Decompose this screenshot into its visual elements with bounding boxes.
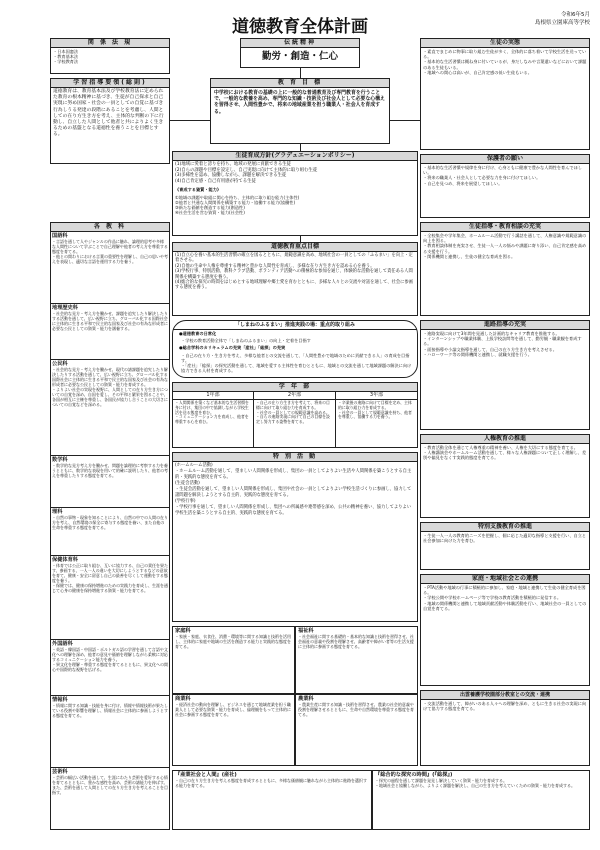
community-label: 家庭・地域社会との連携 — [421, 575, 589, 584]
connector-line — [300, 144, 301, 151]
grade1-header: 1年部 — [172, 391, 254, 400]
community-text: ・PTA活動や地域の行事に積極的に参加し、家庭・地域と連携して生徒の健全育成を図る。 ・学校公開や学校ホームページ等で学校の教育活動を積極的に発信する。 ・地域の関係機関と連携して地域貢献活動や体験活動を行い、地域社会の一員としての自覚を育てる。 — [423, 585, 587, 611]
career-guidance-box — [420, 320, 590, 430]
subject-name: 理科 — [52, 509, 63, 515]
sangyo-box — [172, 770, 372, 830]
exchange-text: ・交流活動を通して、障がいのある人々への理解を深め、ともに生きる社会の実現に向けて協力する態度を育てる。 — [423, 701, 587, 712]
connector-line — [300, 68, 301, 78]
specialty-text: ・社会福祉に関する基礎的・基本的な知識と技術を習得させ、社会福祉の意義や役割を理解させ、高齢者や障がい者等の生活支援に主体的に参画する態度を育てる。 — [298, 634, 414, 649]
graduation-policy-label: 生徒育成方針(グラデュエーションポリシー) — [173, 152, 417, 161]
subject-name: 公民科 — [52, 361, 68, 367]
subject-text: ・言語を通して人やジャンルの作品に触れ、論理的思考や多様な人間性について学ぶことで自己理解や他者の考え方を尊重する態度を育てる。 ・他との関わりにおける言葉の重要性を理解し、自己の思いや考えを表現し、適切な言語を運用する力を養う。 — [52, 239, 168, 264]
capabilities-items: ①地域の課題や取組に関心を持ち、主体的に取り組む能力(主体性) ②他者と共通な人間関係を構築する能力・協働する能力(協働性) ③新たな価値を創造する能力(創造性) ④社会生活を営む資質・能力(社会性) — [175, 194, 300, 216]
specialty-name: 商業科 — [175, 696, 191, 702]
subject-text: ・芸術の幅広い活動を通して、生涯にわたり芸術を愛好する心情を育てるとともに、豊かな感性を高め、芸術の諸能力を伸ばす。また、芸術を通して人間としての在り方生き方を考えることを目指す。 — [52, 775, 168, 795]
school-name: 島根県立園庫高等学校 — [534, 20, 590, 26]
connector-line — [170, 120, 210, 121]
graduation-policy-items: (1)地域に愛着と誇りを持ち、地域の発展に貢献できる生徒 (2)自らの課題や目標を設定し、自己実現に向けて主体的に取り組む生徒 (3)多様性を認め、協働しながら、課題を解決できる生徒 (4)自己肯定感・自己有用感が持てる生徒 — [175, 162, 318, 184]
page-title: 道徳教育全体計画 — [232, 17, 368, 37]
subject-item — [50, 696, 170, 768]
plan-date: 令和6年5月 — [561, 12, 590, 18]
guidance-counsel-text: ・全校集会や学年集会、ホームルーム活動で行う講話を通して、人権意識や規範意識の向上を図る。 ・教育相談体制を充実させ、生徒一人一人の悩みや課題に寄り添い、自己肯定感を高める支援を行う。 ・関係機関と連携し、生徒の健全な育成を図る。 — [423, 233, 587, 259]
fureai-label: 「しまねのふるまい」推進実践の場：重点的取り組み — [173, 321, 417, 330]
guidance-label: 学習指導要領(総則) — [51, 79, 169, 88]
parents-wishes-label: 保護者の願い — [421, 155, 589, 164]
fureai-box — [172, 320, 418, 378]
specialty-subject — [295, 626, 418, 694]
guidance-counsel-box — [420, 222, 590, 316]
moral-goal-label: 道徳教育重点目標 — [173, 243, 417, 252]
motto-text: 勤労・創造・仁心 — [261, 51, 338, 62]
specialty-name: 家庭科 — [175, 628, 191, 634]
career-guidance-label: 進路指導の充実 — [421, 321, 589, 330]
related-laws-items: ・日本国憲法 ・教育基本法 ・学校教育法 — [53, 49, 79, 65]
special-activities-text: (ホームルーム活動) ・ホームルーム活動を通して、望ましい人間関係を形成し、集団の一員としてよりよい生活や人間関係を築こうとする自主的・実践的な態度を育てる。 (生徒会活動) ・生徒会活動を通して、望ましい人間関係を形成し、集団や社会の一員としてよりよい学校生活づくりに参画し、協力して諸問題を解決しようとする自主的、実践的な態度を育てる。 (学校行事) ・学校行事を通して、望ましい人間関係を形成し、集団への所属感や連帯感を深め、公共の精神を養い、協力してよりよい学校生活を築こうとする自主的、実践的な態度を育てる。 — [175, 463, 412, 516]
specialty-text: ・家族・家庭、衣食住、消費・環境等に関する知識と技術を活用し、主体的に家庭や地域の生活を創造する能力と実践的な態度を育てる。 — [175, 634, 291, 649]
subject-text: ・自然の事物・現象を知ることにより、自然の中での人間の在り方を考え、自然環境の保全に寄与する態度を養い、また自他の生命を尊重する態度を育てる。 — [52, 515, 168, 530]
related-laws-label: 関 係 法 規 — [51, 39, 169, 48]
grade2-header: 2年部 — [254, 391, 336, 400]
subjects-header: 各 教 科 — [51, 223, 169, 232]
sangyo-label: 『産業社会と人間』(産社) — [175, 772, 237, 778]
tankyu-box — [372, 770, 590, 830]
community-box — [420, 574, 590, 686]
moral-goal-box — [172, 242, 418, 316]
specialty-text: ・経済社会の動向を理解し、ビジネスを通じて地域産業を担う職業人として必要な資質・能力を育成し、倫理観をもって主体的に社会に参画する態度を育てる。 — [175, 702, 291, 717]
specialty-text: ・農業生産に関する知識・技術を習得させ、農業の社会的意義や役割を理解させるとともに、生命や自然環境を尊重する態度を育てる。 — [298, 702, 414, 717]
grade1-text: ・人間関係を築くなど基本的な生活習慣を身に付け、集団の中で協調しながら学校生活を送る態度を育む。 ・コミュニケーション力を育成し、他者を尊重する心を育む。 — [172, 400, 254, 448]
parents-wishes-box — [420, 154, 590, 218]
special-activities-box — [172, 452, 418, 622]
goal-label: 教 育 目 標 — [211, 79, 389, 88]
moral-goal-text: (1)自立心を養い基本的生活習慣の確立を図るとともに、規範意識を高め、地域社会の一員としての「ふるまい」を向上・定着させる。 (2)自他の生命や人権を尊重する精神と豊かな人間性を育成し、多様な在り方生き方を認める心を養う。 (3)学校行事、特別活動、教科クラブ活動、ボランティア活動への積極的な参加を通じ、体験的な活動を通して責任ある人間関係を構築する態度を養う。 (4)総合的な探究の時間をはじめとする地域理解や郷土愛を育むとともに、多様な人々との交流や対話を通して、社会に参画する態度を養う。 — [175, 253, 414, 291]
subject-text: ・数学的な見方考え方を働かせ、問題を論理的に考察する力を養うとともに、数学的な表現を用いて的確に説明したり、他者の考えを尊重したりする態度を育てる。 — [52, 463, 168, 478]
subject-item — [50, 360, 170, 456]
subject-name: 保健体育科 — [52, 557, 78, 563]
tradition-label: 伝統精神 — [241, 39, 359, 48]
special-activities-label: 特 別 活 動 — [173, 453, 417, 462]
sangyo-text: ・自己の在り方生き方を考える態度を育成するとともに、多様な価値観に触れながら主体的に進路を選択する能力を育てる。 — [175, 778, 367, 788]
parents-wishes-text: ・基本的な生活習慣や規律を身に付け、心身ともに健康で豊かな人間性を育んでほしい。 ・将来の職業人・社会人として必要な力を身に付けてほしい。 ・自己を見つめ、将来を展望してほしい。 — [423, 165, 582, 186]
subject-text: ・情報に関する知識・技能を身に付け、情報や情報技術が果たしている役割や影響を理解し、情報社会に主体的に参画しようとする態度を育てる。 — [52, 703, 168, 718]
goal-text: 中学校における教育の基礎の上に一般的な普通教育及び専門教育を行うことで、一般的な教養を高め、専門的な知識・技術及び社会人として必要な心構えを習得させ、人間性豊かで、将来の地域産業を担う職業人・社会人を育成する。 — [214, 90, 385, 115]
special-support-label: 特別支援教育の推進 — [421, 523, 589, 532]
human-rights-box — [420, 434, 590, 518]
specialty-name: 農業科 — [298, 696, 314, 702]
guidance-text: 道徳教育は、教育基本法及び学校教育法に定められた教育の根本精神に基づき、生徒が自己探求と自己実現に努め国家・社会の一員としての自覚に基づき行為しうる発達の段階にあることを考慮し、人間としての在り方生き方を考え、主体的な判断の下に行動し、自立した人間として他者と共によりよく生きるための基盤となる道徳性を養うことを目標とする。 — [53, 89, 164, 138]
subject-item — [50, 456, 170, 508]
fureai-item1: ●道徳教育の日常化 — [179, 331, 217, 336]
subject-item — [50, 508, 170, 556]
subject-name: 地理歴史科 — [52, 305, 78, 311]
student-reality-box — [420, 38, 590, 150]
human-rights-label: 人権教育の推進 — [421, 435, 589, 444]
capabilities-title: 《育成する資質・能力》 — [175, 187, 222, 193]
specialty-subject — [172, 626, 295, 694]
tankyu-label: 『総合的な探究の時間』(『総探』) — [375, 772, 453, 778]
fureai-item2-text: ・自己の在り方・生き方を考え、多様な他者との交流を通して、「人間性豊かで地域のために貢献できる人」の育成を目指す。 ・「産社」「総探」の探究活動を通して、地域を愛する主体性を育むとともに、地域との交流を通して地域課題の解決に向け協力できる人材を育成する。 — [181, 352, 412, 374]
exchange-box — [420, 690, 590, 766]
subject-text: ・社会的な見方・考え方を働かせ、現代の諸課題を追究したり解決したりする活動を通して、広い視野に立ち、グローバル化する国際社会に主体的に生きる平和で民主的な国家及び社会の有為な形成者に必要な公民としての資質・能力を育成する。 ・よりよい社会の実現を視野に、人間としての在り方生き方についての自覚を深め、自国を愛し、その平和と繁栄を図ることや、各国が相互に主権を尊重し、各国民が協力し合うことの大切さについての自覚などを深める。 — [52, 367, 168, 407]
subject-text: ・社会的な見方・考え方を働かせ、課題を追究したり解決したりする活動を通して、広い視野に立ち、グローバル化する国際社会に主体的に生きる平和で民主的な国家及び社会の有為な形成者に必要な公民としての資質・能力を涵養する。 — [52, 311, 168, 331]
subject-text: ・体育では公正に取り組む、互いに協力する、自己の責任を果たす、参画する、一人一人の違いを大切にしようとするなどの意欲を育て、健康・安全に留意し自己の最善を尽くして運動をする態度を養う。 ・保健では、健康の保持増進のための実践力を育成し、生涯を通じて心身の健康を保持増進する資質・能力を育てる。 — [52, 563, 168, 593]
subject-name: 国語科 — [52, 233, 68, 239]
fureai-item2: ●総合学科のカリキュラムの充実「産社」「総探」の充実 — [179, 345, 286, 351]
subject-name: 外国語科 — [52, 641, 73, 647]
grade3-text: ・卒業後の進路に向けて目標を定め、主体的に取り組む力を育成する。 ・社会の一員として規範意識を持ち、他者を尊重し、協働する力を養う。 — [336, 400, 418, 448]
specialty-subject — [295, 694, 418, 766]
fureai-item1-text: ・学校の教育活動全体で「しまねのふるまい」の向上・定着を目指す — [181, 338, 311, 344]
subject-name: 芸術科 — [52, 769, 68, 775]
exchange-label: 出雲養護学校園部分教室との交流・連携 — [421, 691, 589, 700]
subject-name: 数学科 — [52, 457, 68, 463]
guidance-box — [50, 78, 170, 164]
related-laws-box — [50, 38, 170, 74]
tankyu-text: ・探究の過程を通して課題を発見し解決していく資質・能力を育成する。 ・地域社会と協働しながら、よりよく課題を解決し、自己の生き方を考えていくための資質・能力を育成する。 — [375, 778, 575, 788]
specialty-name: 福祉科 — [298, 628, 314, 634]
tradition-box — [240, 38, 360, 68]
subject-item — [50, 640, 170, 696]
subject-item — [50, 556, 170, 640]
subject-item — [50, 304, 170, 360]
connector-line — [390, 120, 420, 121]
goal-box — [210, 78, 390, 144]
student-reality-text: ・素直でまじめに物事に取り組む生徒が多く、全体的に落ち着いて学校生活を送っている。 ・基本的な生活習慣は概ね身に付いているが、身だしなみや言葉遣いなどにおいて課題のある生徒もいる。 ・地域への関心は高いが、自己肯定感の低い生徒もいる。 — [423, 49, 587, 75]
subject-text: ・英語・韓国語・中国語・ポルトガル語の学習を通して言語や文化への理解を深め、他者の意見や価値を理解しながら柔軟に対応するコミュニケーション能力を養う。 ・異文化を理解・尊重する態度を育てるとともに、異文化への関心や国際的な視野を広げる。 — [52, 647, 168, 672]
grades-label: 学 年 部 — [173, 383, 417, 392]
career-guidance-text: ・進路実現に向けて3年間を見通した計画的なキャリア教育を推進する。 ・インターンシップや職業体験、上級学校訪問等を通して、勤労観・職業観を育成する。 ・面接指導や小論文指導を通して、自己の在り方生き方を考えさせる。 ・ハローワーク等の関係機関と連携し、就職支援を行う。 — [423, 331, 582, 357]
special-support-text: ・生徒一人一人の教育的ニーズを把握し、個に応じた適切な指導と支援を行い、自立と社会参加に向けた力を育む。 — [423, 533, 587, 544]
special-support-box — [420, 522, 590, 570]
subject-item — [50, 232, 170, 304]
grade2-text: ・自己の在り方生き方を考えて、将来の目標に向けて取り組む力を育成する。 ・社会の一員としての規範意識を高める。 ・自らの進路実現に向けて自己の目標を設定し努力する姿勢を育てる。 — [254, 400, 336, 448]
guidance-counsel-label: 生徒指導・教育相談の充実 — [421, 223, 589, 232]
subject-name: 情報科 — [52, 697, 68, 703]
specialty-subject — [172, 694, 295, 766]
graduation-policy-box — [172, 151, 418, 236]
human-rights-text: ・教育活動全体を通じて人権尊重の精神を養い、人権を大切にする態度を育てる。 ・人権講演会やホームルーム活動を通して、様々な人権課題について正しく理解し、差別や偏見をなくす実践的態度を育てる。 — [423, 445, 587, 461]
subject-item — [50, 768, 170, 830]
grade3-header: 3年部 — [336, 391, 418, 400]
student-reality-label: 生徒の実態 — [421, 39, 589, 48]
